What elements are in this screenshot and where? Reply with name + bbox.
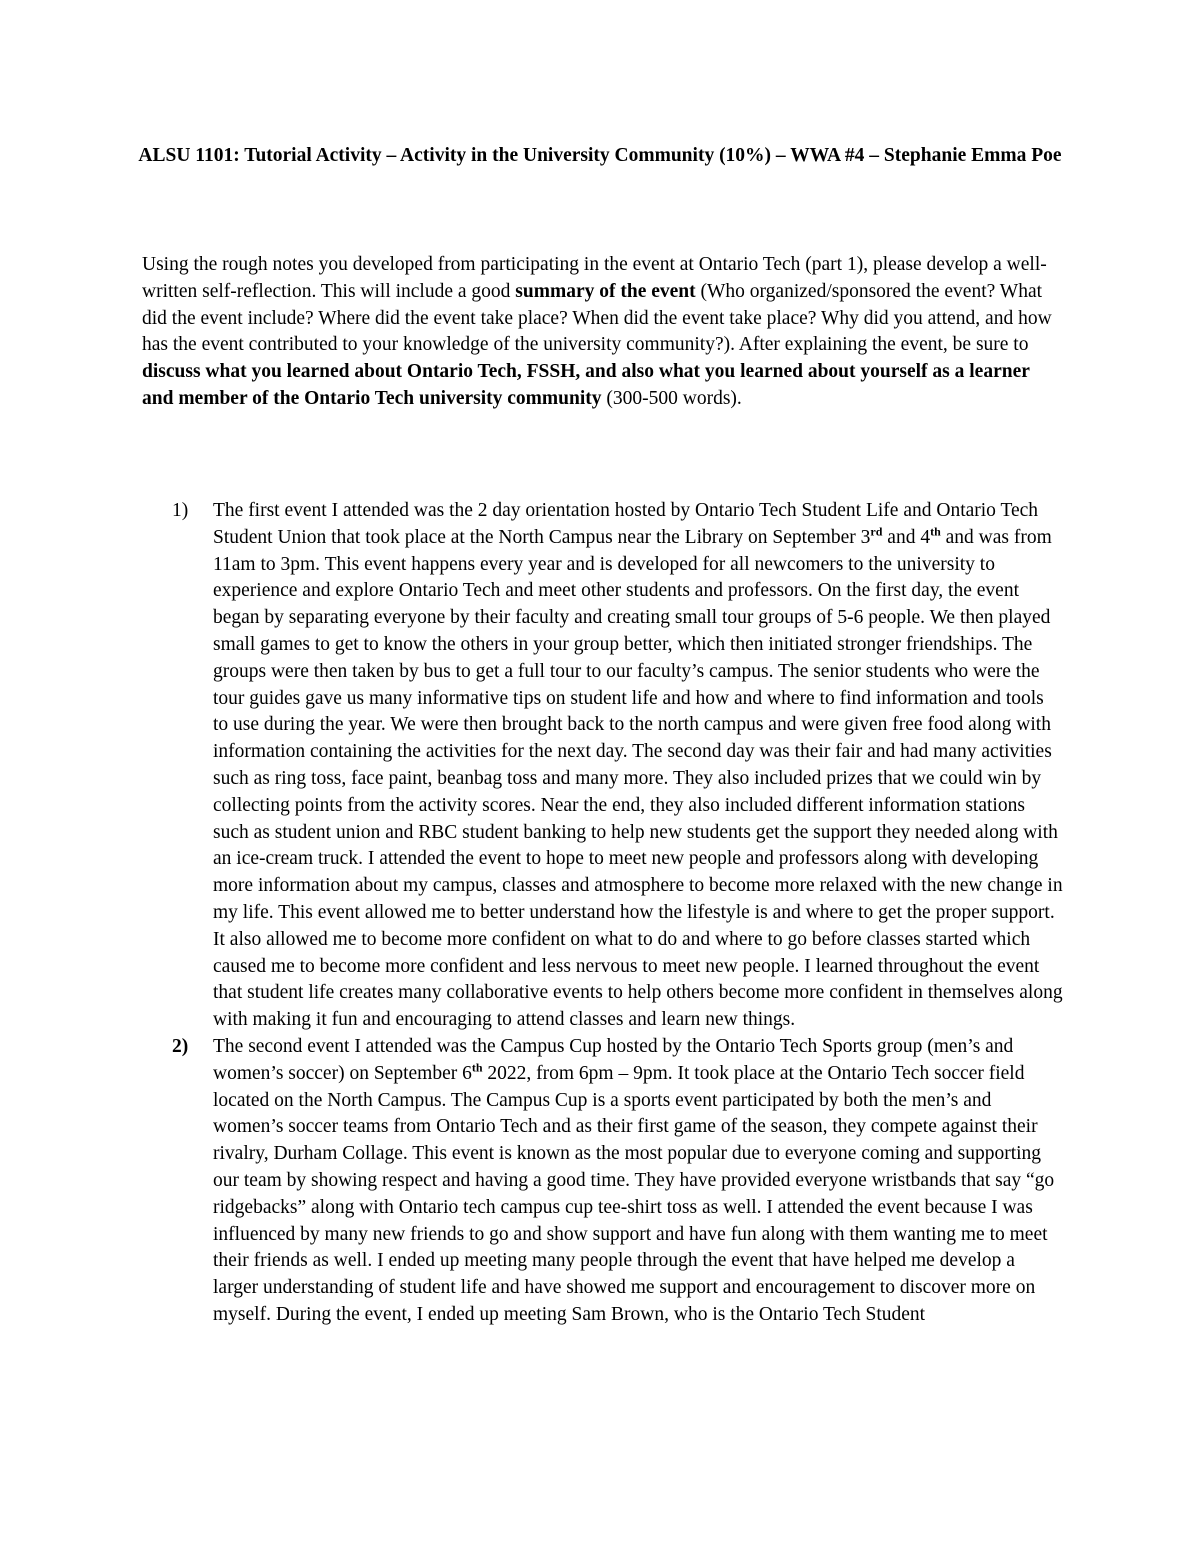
instructions-paragraph [142, 252, 1062, 413]
ordinal-superscript: th [471, 1060, 483, 1075]
ordinal-superscript: th [930, 524, 941, 539]
ordinal-superscript: rd [870, 524, 883, 539]
item-text-part: The first event I attended was the 2 day orientation hosted by Ontario Tech Student Life and Ontario Tech Student Union that took place at the North Campus near the Library on September 3 [213, 500, 1039, 548]
instructions-bold-1: summary of the event [515, 280, 696, 302]
numbered-list [0, 498, 1200, 1329]
instructions-text-2: (Who organized/sponsored the event? What did the event include? Where did the event take place? When did the event take place? Why did you attend, and how has the event contributed to your knowledge of the university community?). After explaining the event, be sure to [142, 280, 1052, 356]
item-text-part: and 4 [882, 526, 931, 548]
list-item [0, 498, 1200, 1034]
item-text-part: The second event I attended was the Campus Cup hosted by the Ontario Tech Sports group (men’s and women’s soccer) on September 6 [213, 1035, 1014, 1084]
instructions-bold-2: discuss what you learned about Ontario Tech, FSSH, and also what you learned about yourself as a learner and member of the Ontario Tech university community [142, 361, 1030, 409]
instructions-text-1: Using the rough notes you developed from participating in the event at Ontario Tech (part 1), please develop a well-written self-reflection. This will include a good [142, 254, 1047, 302]
instructions-text-3: (300-500 words). [601, 387, 742, 409]
list-item-text [213, 498, 1063, 1034]
list-item-text [213, 1034, 1063, 1329]
item-text-part: 2022, from 6pm – 9pm. It took place at the Ontario Tech soccer field located on the North Campus. The Campus Cup is a sports event participated by both the men’s and women’s soccer teams from Ontario Tech and as their first game of the season, they compete against their rivalry, Durham Collage. This event is known as the most popular due to everyone coming and supporting our team by showing respect and having a good time. They have provided everyone wristbands that say “go ridgebacks” along with Ontario tech campus cup tee-shirt toss as well. I attended the event because I was influenced by many new friends to go and show support and have fun along with them wanting me to meet their friends as well. I ended up meeting many people through the event that have helped me develop a larger understanding of student life and have showed me support and encouragement to discover more on myself. During the event, I ended up meeting Sam Brown, who is the Ontario Tech Student [213, 1062, 1055, 1325]
item-text-part: and was from 11am to 3pm. This event happens every year and is developed for all newcomers to the university to experience and explore Ontario Tech and meet other students and professors. On the first day, the event began by separating everyone by their faculty and creating small tour groups of 5-6 people. We then played small games to get to know the others in your group better, which then initiated stronger friendships. The groups were then taken by bus to get a full tour to our faculty’s campus. The senior students who were the tour guides gave us many informative tips on student life and how and where to find information and tools to use during the year. We were then brought back to the north campus and were given free food along with information containing the activities for the next day. The second day was their fair and had many activities such as ring toss, face paint, beanbag toss and many more. They also included prizes that we could win by collecting points from the activity scores. Near the end, they also included different information stations such as student union and RBC student banking to help new students get the support they needed along with an ice-cream truck. I attended the event to hope to meet new people and professors along with developing more information about my campus, classes and atmosphere to become more relaxed with the new change in my life. This event allowed me to better understand how the lifestyle is and where to get the proper support. It also allowed me to become more confident on what to do and where to go before classes started which caused me to become more confident and less nervous to meet new people. I learned throughout the event that student life creates many collaborative events to help others become more confident in themselves along with making it fun and encouraging to attend classes and learn new things. [213, 526, 1063, 1031]
list-item-number: 1) [172, 500, 189, 521]
list-item [0, 1034, 1200, 1329]
document-title: ALSU 1101: Tutorial Activity – Activity in the University Community (10%) – WWA #4 – Stephanie Emma Poe [138, 145, 1062, 166]
list-item-number: 2) [172, 1035, 189, 1057]
